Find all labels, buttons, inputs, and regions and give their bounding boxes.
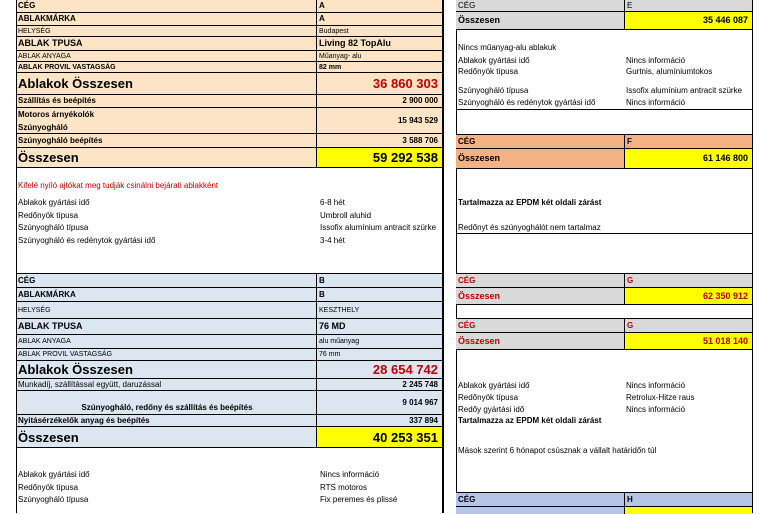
g2-ceg-label: CÉG bbox=[458, 320, 476, 330]
f-osszesen-row bbox=[456, 149, 752, 169]
a-ceg-value: A bbox=[316, 0, 442, 12]
b-details bbox=[18, 469, 444, 507]
a-szunyog-label: Szúnyogháló bbox=[18, 122, 68, 132]
f-rule bbox=[456, 233, 752, 234]
e-osszesen-row bbox=[456, 12, 752, 30]
a-tipus-label: ABLAK TPUSA bbox=[18, 38, 83, 48]
a-motoros-value: 15 943 529 bbox=[316, 108, 442, 133]
b-munkadij-label: Munkadíj, szállítással együtt, daruzással bbox=[18, 379, 162, 389]
g2-detail-label: Ablakok gyártási idő bbox=[458, 381, 530, 390]
g1-osszesen-value: 62 350 912 bbox=[624, 288, 752, 304]
a-tipus-row bbox=[16, 37, 442, 51]
g2-detail-row bbox=[458, 392, 754, 404]
b-szunyog-value: 9 014 967 bbox=[316, 391, 442, 414]
a-anyag-value: Műanyag- alu bbox=[316, 51, 442, 61]
e-ceg-row bbox=[456, 0, 752, 12]
b-munkadij-value: 2 245 748 bbox=[316, 379, 442, 390]
b-nyitas-label: Nyitásérzékelők anyag és beépítés bbox=[18, 415, 150, 425]
e-detail-row bbox=[458, 85, 754, 97]
b-provil-value: 76 mm bbox=[316, 349, 442, 360]
a-szallitas-row bbox=[16, 95, 442, 108]
b-nyitas-value: 337 894 bbox=[316, 415, 442, 426]
b-ablakok-osszesen-value: 28 654 742 bbox=[316, 361, 442, 378]
g2-ceg-value: G bbox=[624, 319, 752, 332]
b-marka-row bbox=[16, 288, 442, 302]
a-ceg-row bbox=[16, 0, 442, 13]
b-munkadij-row bbox=[16, 379, 442, 391]
b-anyag-row bbox=[16, 335, 442, 349]
g1-ceg-value: G bbox=[624, 274, 752, 287]
f-osszesen-value: 61 146 800 bbox=[624, 149, 752, 168]
a-provil-label: ABLAK PROVIL VASTAGSÁG bbox=[18, 63, 116, 71]
b-marka-value: B bbox=[316, 288, 442, 301]
g2-detail-row bbox=[458, 380, 754, 392]
b-anyag-label: ABLAK ANYAGA bbox=[18, 338, 71, 345]
a-anyag-row bbox=[16, 51, 442, 62]
a-detail-row bbox=[18, 210, 444, 223]
e-osszesen-value: 35 446 087 bbox=[624, 12, 752, 29]
b-helyseg-row bbox=[16, 302, 442, 319]
a-detail-label: Ablakok gyártási idő bbox=[18, 198, 90, 207]
g2-osszesen-label: Összesen bbox=[458, 335, 501, 346]
e-note: Nincs műanyag-alu ablakuk bbox=[458, 43, 557, 52]
b-tipus-label: ABLAK TPUSA bbox=[18, 321, 83, 331]
b-tipus-value: 76 MD bbox=[316, 319, 442, 334]
e-detail-label: Redőnyök típusa bbox=[458, 67, 519, 76]
a-detail-row bbox=[18, 197, 444, 210]
company-g2-block bbox=[456, 318, 752, 455]
a-detail-label: Szúnyogháló típusa bbox=[18, 223, 89, 232]
b-ceg-row bbox=[16, 274, 442, 288]
e-detail-label: Ablakok gyártási idő bbox=[458, 56, 530, 65]
f-ceg-value: F bbox=[624, 135, 752, 148]
a-detail-row bbox=[18, 222, 444, 235]
b-ceg-label: CÉG bbox=[18, 275, 36, 285]
b-detail-value: Fix peremes és plissé bbox=[320, 495, 398, 504]
b-detail-label: Ablakok gyártási idő bbox=[18, 470, 90, 479]
a-provil-row bbox=[16, 62, 442, 73]
a-marka-label: ABLAKMÁRKA bbox=[18, 14, 76, 23]
b-marka-label: ABLAKMÁRKA bbox=[18, 289, 76, 299]
a-helyseg-label: HELYSÉG bbox=[18, 27, 51, 35]
b-ablakok-osszesen-row bbox=[16, 361, 442, 379]
e-detail-value: Nincs információ bbox=[626, 56, 686, 65]
g2-details bbox=[458, 380, 754, 415]
b-szunyog-row bbox=[16, 391, 442, 415]
a-szunyog-beep-value: 3 588 706 bbox=[316, 134, 442, 147]
g1-osszesen-label: Összesen bbox=[458, 290, 501, 301]
a-ablakok-osszesen-value: 36 860 303 bbox=[316, 73, 442, 94]
a-details bbox=[18, 197, 444, 247]
a-detail-value: Issofix alumínium antracit szürke bbox=[320, 223, 437, 232]
e-detail-label: Szúnyogháló és redénytok gyártási idő bbox=[458, 98, 596, 107]
b-helyseg-label: HELYSÉG bbox=[18, 306, 51, 314]
f-note1: Tartalmazza az EPDM két oldali zárást bbox=[458, 198, 602, 207]
g2-ceg-row bbox=[456, 319, 752, 333]
g1-ceg-row bbox=[456, 274, 752, 288]
a-szallitas-value: 2 900 000 bbox=[316, 95, 442, 107]
right-inner-border bbox=[456, 0, 457, 513]
e-detail-row bbox=[458, 55, 754, 66]
left-border bbox=[16, 0, 17, 513]
b-nyitas-row bbox=[16, 415, 442, 427]
a-ceg-label: CÉG bbox=[18, 1, 36, 10]
a-detail-value: Umbroll aluhid bbox=[320, 210, 372, 220]
a-osszesen-value: 59 292 538 bbox=[316, 148, 442, 167]
company-g1-block bbox=[456, 273, 752, 301]
a-szallitas-label: Szállítás és beépítés bbox=[18, 96, 96, 105]
b-osszesen-row bbox=[16, 427, 442, 448]
e-detail-row bbox=[458, 66, 754, 77]
h-ceg-row bbox=[456, 493, 752, 507]
a-detail-row bbox=[18, 235, 444, 248]
f-ceg-row bbox=[456, 135, 752, 149]
a-motoros-label: Motoros árnyékolók bbox=[18, 109, 95, 119]
g2-detail-value: Retrolux-Hitze raus bbox=[626, 393, 695, 402]
a-provil-value: 82 mm bbox=[316, 62, 442, 72]
a-osszesen-row bbox=[16, 148, 442, 168]
b-detail-label: Redőnyök típusa bbox=[18, 482, 79, 492]
a-helyseg-row bbox=[16, 26, 442, 37]
g2-detail-label: Redőy gyártási idő bbox=[458, 405, 525, 414]
e-detail-value: Gurtnis, alumíniumtokos bbox=[626, 67, 713, 76]
e-detail-value: Issofix alumínium antracit szürke bbox=[626, 86, 743, 95]
e-detail-row bbox=[458, 97, 754, 108]
a-tipus-value: Living 82 TopAlu bbox=[316, 37, 442, 50]
a-motoros-row bbox=[16, 108, 442, 134]
b-detail-row bbox=[18, 482, 444, 495]
b-osszesen-value: 40 253 351 bbox=[316, 427, 442, 447]
b-detail-row bbox=[18, 469, 444, 482]
e-ceg-label: CÉG bbox=[458, 0, 476, 10]
e-detail-value: Nincs információ bbox=[626, 98, 686, 107]
g2-osszesen-value: 51 018 140 bbox=[624, 333, 752, 349]
g2-detail-label: Redőnyök típusa bbox=[458, 393, 519, 402]
g2-detail-row bbox=[458, 404, 754, 415]
a-helyseg-value: Budapest bbox=[316, 26, 442, 36]
a-detail-label: Szúnyogháló és redénytok gyártási idő bbox=[18, 235, 156, 245]
company-f-block bbox=[456, 134, 752, 232]
b-szunyog-label: Szúnyogháló, redőny és szállítás és beépítés bbox=[81, 403, 253, 412]
g2-osszesen-row bbox=[456, 333, 752, 350]
a-detail-label: Redőnyök típusa bbox=[18, 210, 79, 220]
b-detail-row bbox=[18, 494, 444, 507]
f-note2: Redőnyt és szúnyoghálót nem tartalmaz bbox=[458, 223, 601, 232]
f-osszesen-label: Összesen bbox=[458, 153, 501, 163]
b-helyseg-value: KESZTHELY bbox=[316, 302, 442, 318]
a-detail-value: 3-4 hét bbox=[320, 235, 345, 245]
b-ablakok-osszesen-label: Ablakok Összesen bbox=[18, 362, 133, 377]
b-provil-row bbox=[16, 349, 442, 361]
f-ceg-label: CÉG bbox=[458, 136, 476, 146]
e-osszesen-label: Összesen bbox=[458, 15, 501, 25]
g2-detail-value: Nincs információ bbox=[626, 381, 686, 390]
a-marka-value: A bbox=[316, 13, 442, 25]
a-note: Kifelé nyíló ajtókat meg tudják csinálni bejárati ablakként bbox=[18, 181, 219, 190]
h-ceg-value: H bbox=[624, 493, 752, 506]
b-detail-value: Nincs információ bbox=[320, 470, 380, 479]
g2-note2: Mások szerint 6 hónapot csúsznak a vállalt határidőn túl bbox=[458, 446, 657, 455]
a-ablakok-osszesen-row bbox=[16, 73, 442, 95]
b-detail-value: RTS motoros bbox=[320, 482, 367, 492]
company-h-block bbox=[456, 492, 752, 504]
e-spacer bbox=[458, 77, 754, 85]
e-detail-label: Szúnyogháló típusa bbox=[458, 86, 529, 95]
b-osszesen-label: Összesen bbox=[18, 429, 79, 445]
e-ceg-value: E bbox=[624, 0, 752, 11]
b-detail-label: Szúnyogháló típusa bbox=[18, 495, 89, 504]
b-ceg-value: B bbox=[316, 274, 442, 287]
a-osszesen-label: Összesen bbox=[18, 150, 79, 165]
g1-ceg-label: CÉG bbox=[458, 275, 476, 285]
g1-osszesen-row bbox=[456, 288, 752, 305]
e-details bbox=[458, 55, 754, 108]
a-ablakok-osszesen-label: Ablakok Összesen bbox=[18, 76, 133, 91]
a-detail-value: 6-8 hét bbox=[320, 198, 345, 207]
center-divider bbox=[442, 0, 444, 513]
b-tipus-row bbox=[16, 319, 442, 335]
company-b-block bbox=[16, 273, 442, 504]
b-provil-label: ABLAK PROVIL VASTAGSÁG bbox=[18, 351, 113, 358]
a-szunyog-beep-label: Szúnyogháló beépítés bbox=[18, 135, 103, 145]
g2-detail-value: Nincs információ bbox=[626, 405, 686, 414]
e-rule bbox=[456, 109, 752, 110]
a-szunyog-beep-row bbox=[16, 134, 442, 148]
a-anyag-label: ABLAK ANYAGA bbox=[18, 52, 71, 60]
h-ceg-label: CÉG bbox=[458, 494, 476, 504]
g2-note1: Tartalmazza az EPDM két oldali zárást bbox=[458, 416, 602, 425]
b-anyag-value: alu műanyag bbox=[316, 335, 442, 348]
a-marka-row bbox=[16, 13, 442, 26]
